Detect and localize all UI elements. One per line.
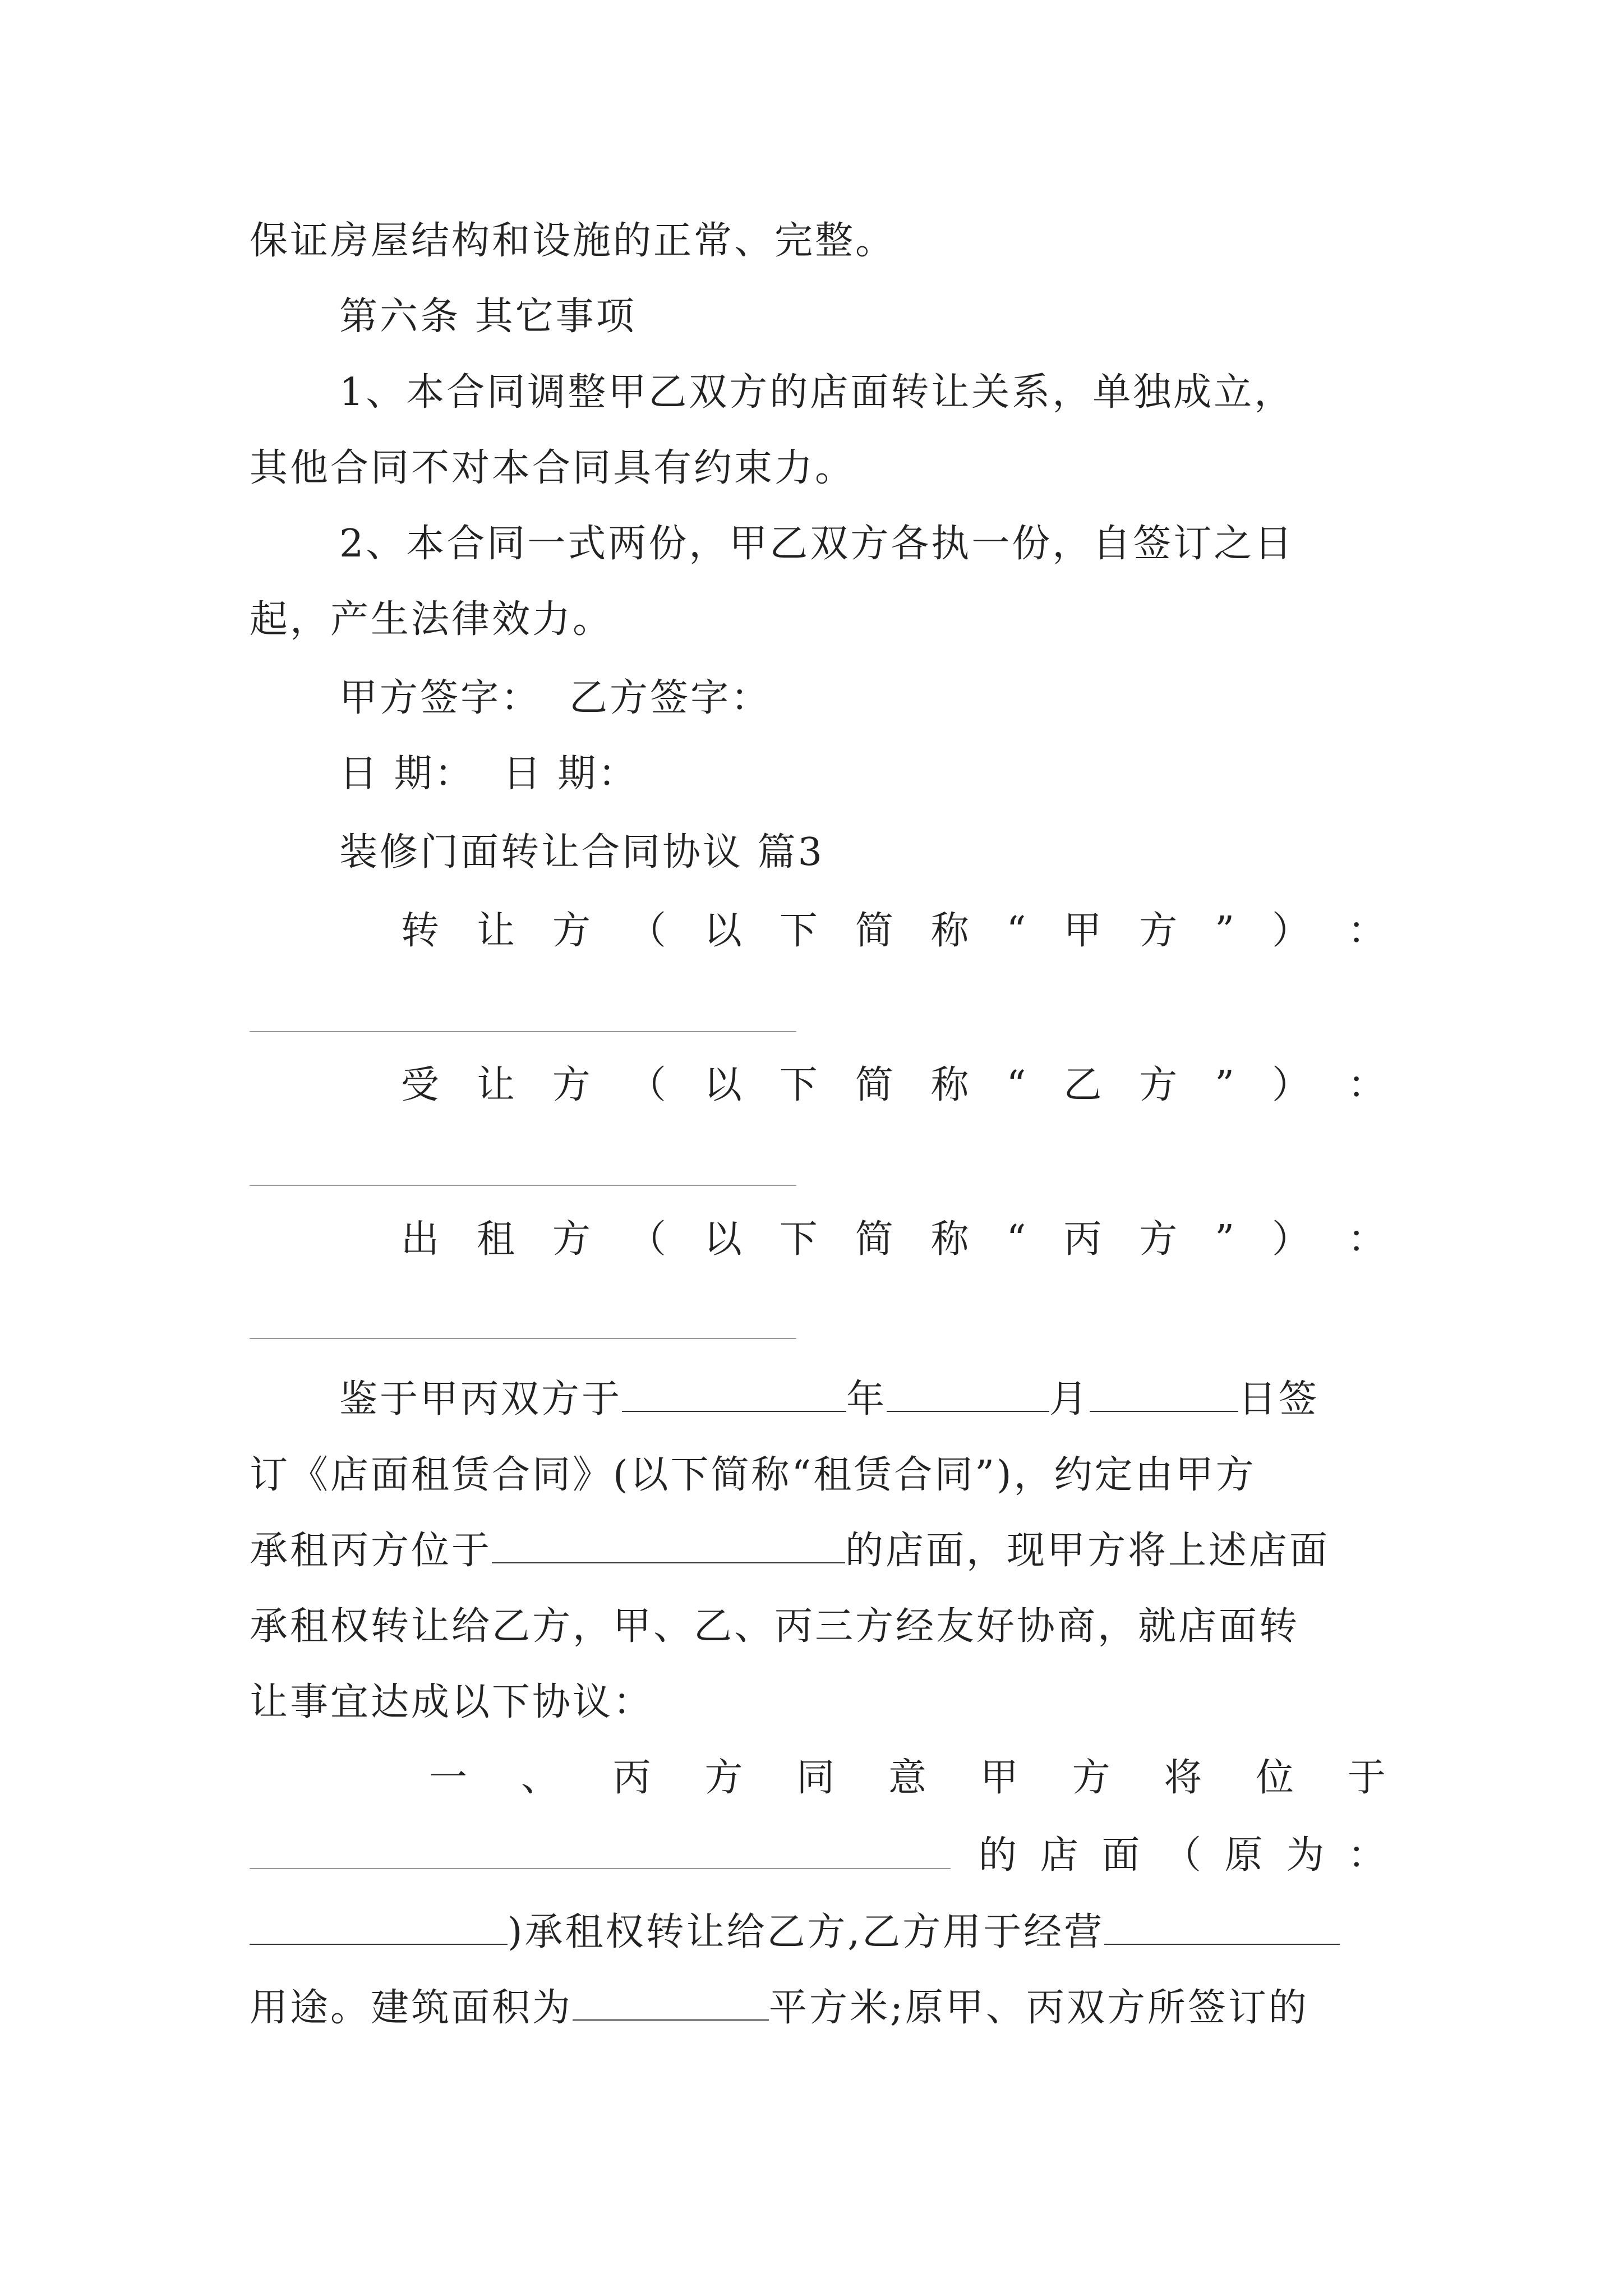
transferee-char: ： bbox=[1347, 1063, 1388, 1107]
location-blank bbox=[492, 1523, 845, 1563]
party-a-date-label: 日 期： bbox=[339, 752, 475, 796]
lessor-char: 出 bbox=[401, 1217, 442, 1262]
shop-location-blank bbox=[250, 1868, 951, 1869]
original-use-blank bbox=[250, 1904, 508, 1945]
lessor-char: ： bbox=[1347, 1217, 1388, 1262]
transferor-char: ” bbox=[1215, 909, 1237, 953]
day-blank bbox=[1090, 1372, 1238, 1412]
clause-2-line-1: 2、本合同一式两份，甲乙双方各执一份，自签订之日 bbox=[339, 522, 1295, 566]
transferee-char: ” bbox=[1215, 1063, 1237, 1107]
transferee-char: 让 bbox=[476, 1063, 517, 1107]
clause-char: ： bbox=[1347, 1833, 1388, 1878]
lessor-char: 称 bbox=[930, 1217, 971, 1262]
party-b-signature-label: 乙方签字： bbox=[569, 676, 772, 720]
recital-line-4: 承租权转让给乙方，甲、乙、丙三方经友好协商，就店面转 bbox=[250, 1604, 1300, 1649]
transferee-char: 乙 bbox=[1063, 1063, 1104, 1107]
clause-text: 平方米;原甲、丙双方所签订的 bbox=[769, 1986, 1309, 2030]
recital-text: 承租丙方位于 bbox=[250, 1529, 492, 1573]
lessor-char: 简 bbox=[855, 1217, 896, 1262]
section-heading: 装修门面转让合同协议 篇3 bbox=[339, 830, 824, 875]
transferee-char: 称 bbox=[930, 1063, 971, 1107]
transferor-char: 简 bbox=[855, 909, 896, 953]
clause-char: 的 bbox=[979, 1833, 1020, 1878]
text-line: 保证房屋结构和设施的正常、完整。 bbox=[250, 219, 896, 263]
transferor-char: 称 bbox=[930, 909, 971, 953]
clause-char: 店 bbox=[1040, 1833, 1081, 1878]
area-blank bbox=[573, 1980, 769, 2021]
transferor-char: 以 bbox=[703, 909, 744, 953]
transferee-char: 方 bbox=[552, 1063, 593, 1107]
clause-text: 用途。建筑面积为 bbox=[250, 1986, 573, 2030]
recital-line-5: 让事宜达成以下协议： bbox=[250, 1680, 654, 1724]
clause-one-line-4 bbox=[250, 1980, 1388, 2036]
transferee-name-blank bbox=[250, 1185, 796, 1186]
clause-char: 位 bbox=[1256, 1756, 1297, 1800]
clause-char: 、 bbox=[520, 1756, 561, 1800]
year-blank bbox=[622, 1372, 846, 1412]
transferor-char: “ bbox=[1006, 909, 1029, 953]
transferor-name-blank bbox=[250, 1031, 796, 1032]
recital-line-1 bbox=[339, 1372, 1388, 1428]
transferor-char: ： bbox=[1347, 909, 1388, 953]
clause-char: 甲 bbox=[980, 1756, 1021, 1800]
clause-char: （ bbox=[1163, 1833, 1204, 1878]
year-label: 年 bbox=[846, 1377, 887, 1421]
clause-char: 丙 bbox=[612, 1756, 653, 1800]
month-blank bbox=[887, 1372, 1049, 1412]
day-label: 日签 bbox=[1238, 1377, 1320, 1421]
party-a-signature-label: 甲方签字： bbox=[339, 676, 542, 720]
recital-line-2: 订《店面租赁合同》(以下简称“租赁合同”)，约定由甲方 bbox=[250, 1453, 1256, 1497]
transferee-char: 方 bbox=[1139, 1063, 1180, 1107]
clause-char: 原 bbox=[1224, 1833, 1265, 1878]
clause-char: 为 bbox=[1286, 1833, 1327, 1878]
recital-text: 的店面，现甲方将上述店面 bbox=[845, 1529, 1330, 1573]
clause-char: 一 bbox=[429, 1756, 470, 1800]
transferee-char: “ bbox=[1006, 1063, 1029, 1107]
lessor-name-blank bbox=[250, 1338, 796, 1339]
lessor-char: 下 bbox=[779, 1217, 820, 1262]
transferor-char: 让 bbox=[476, 909, 517, 953]
lessor-char: ） bbox=[1271, 1217, 1312, 1262]
lessor-char: 方 bbox=[552, 1217, 593, 1262]
clause-one-line-2 bbox=[979, 1828, 1388, 1884]
clause-char: 将 bbox=[1164, 1756, 1205, 1800]
clause-char: 面 bbox=[1101, 1833, 1142, 1878]
business-use-blank bbox=[1104, 1904, 1340, 1945]
lessor-char: ” bbox=[1215, 1217, 1237, 1262]
lessor-char: （ bbox=[628, 1217, 668, 1262]
lessor-char: 以 bbox=[703, 1217, 744, 1262]
transferor-char: 方 bbox=[552, 909, 593, 953]
transferee-char: 受 bbox=[401, 1063, 442, 1107]
month-label: 月 bbox=[1049, 1377, 1090, 1421]
clause-char: 同 bbox=[796, 1756, 837, 1800]
clause-char: 方 bbox=[1072, 1756, 1113, 1800]
transferor-char: 方 bbox=[1139, 909, 1180, 953]
transferor-char: ） bbox=[1271, 909, 1312, 953]
clause-char: 方 bbox=[704, 1756, 745, 1800]
clause-one-line-1 bbox=[429, 1750, 1388, 1806]
recital-text: 鉴于甲丙双方于 bbox=[339, 1377, 623, 1421]
party-b-date-label: 日 期： bbox=[502, 752, 639, 796]
clause-one-line-3 bbox=[250, 1904, 1388, 1961]
transferee-char: ） bbox=[1271, 1063, 1312, 1107]
date-line bbox=[339, 746, 1388, 802]
lessor-char: 租 bbox=[476, 1217, 517, 1262]
transferor-char: 下 bbox=[779, 909, 820, 953]
transferee-char: 简 bbox=[855, 1063, 896, 1107]
lessor-line bbox=[401, 1212, 1388, 1268]
clause-text: )承租权转让给乙方,乙方用于经营 bbox=[508, 1910, 1105, 1954]
transferor-char: 甲 bbox=[1063, 909, 1104, 953]
transferee-char: 下 bbox=[779, 1063, 820, 1107]
recital-line-3 bbox=[250, 1523, 1388, 1579]
clause-1-line-2: 其他合同不对本合同具有约束力。 bbox=[250, 446, 856, 490]
clause-2-line-2: 起，产生法律效力。 bbox=[250, 597, 614, 642]
signature-line bbox=[339, 670, 1388, 726]
article-six-heading: 第六条 其它事项 bbox=[339, 295, 637, 339]
transferor-char: 转 bbox=[401, 909, 442, 953]
clause-1-line-1: 1、本合同调整甲乙双方的店面转让关系，单独成立， bbox=[339, 370, 1295, 415]
transferor-line bbox=[401, 903, 1388, 959]
lessor-char: “ bbox=[1006, 1217, 1029, 1262]
transferor-char: （ bbox=[628, 909, 668, 953]
transferee-char: （ bbox=[628, 1063, 668, 1107]
clause-char: 于 bbox=[1347, 1756, 1388, 1800]
lessor-char: 方 bbox=[1139, 1217, 1180, 1262]
transferee-line bbox=[401, 1057, 1388, 1114]
clause-char: 意 bbox=[888, 1756, 929, 1800]
transferee-char: 以 bbox=[703, 1063, 744, 1107]
lessor-char: 丙 bbox=[1063, 1217, 1104, 1262]
